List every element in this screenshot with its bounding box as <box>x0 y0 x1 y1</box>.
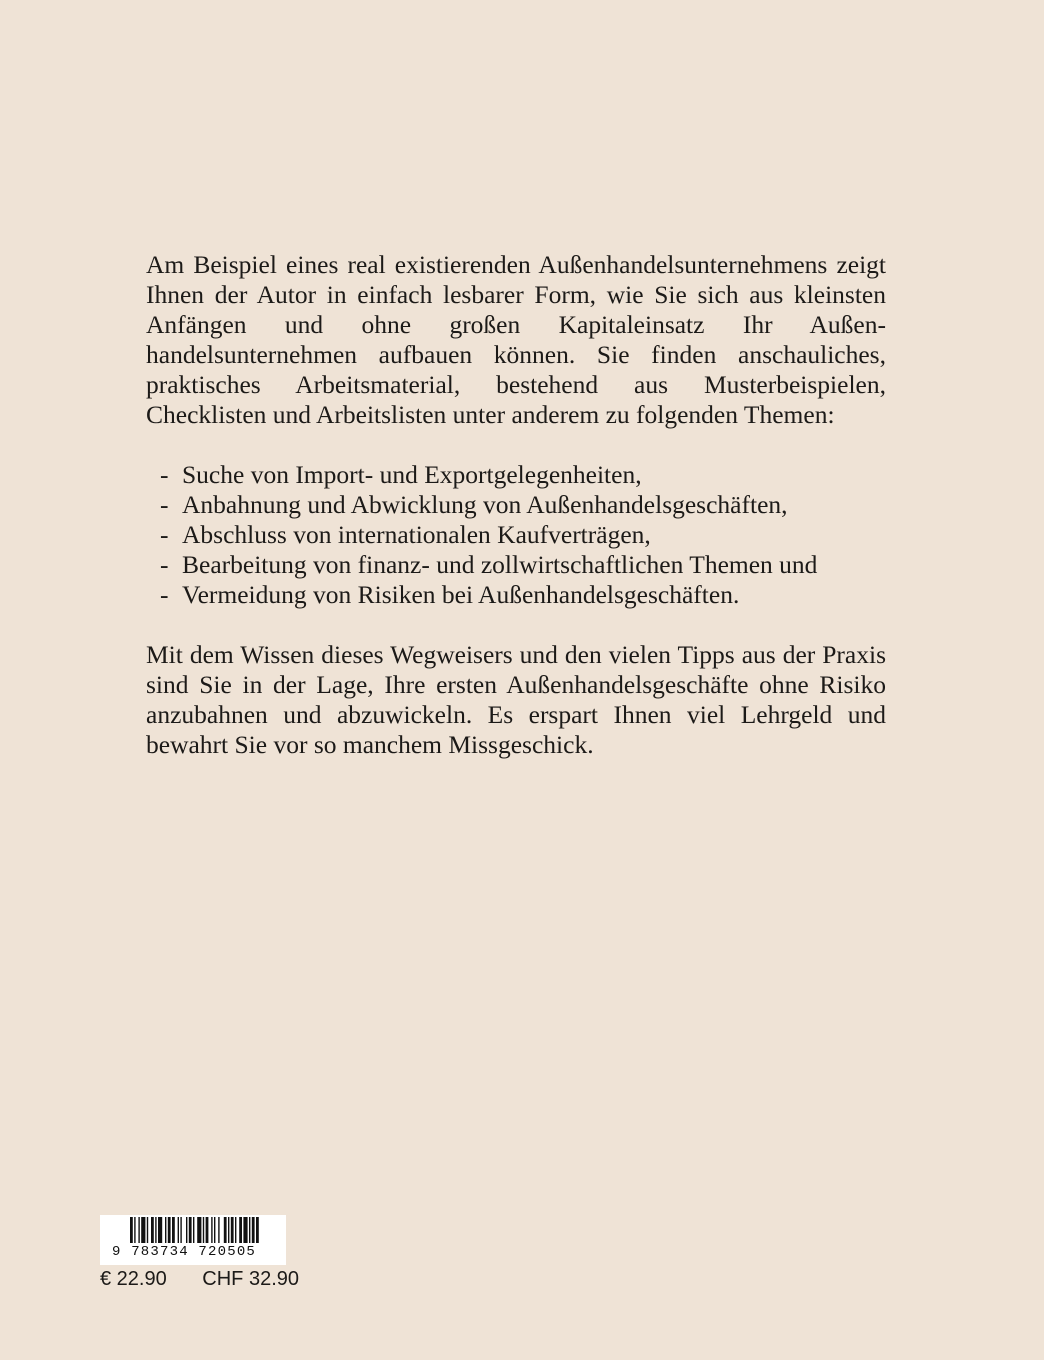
topic-list <box>146 460 886 610</box>
list-dash: - <box>160 520 169 549</box>
barcode-bars-icon <box>100 1215 286 1245</box>
barcode-bar <box>243 1217 247 1243</box>
barcode-bar <box>147 1217 148 1243</box>
barcode-bar <box>186 1217 187 1243</box>
blurb-text <box>146 250 886 760</box>
barcode-bar <box>239 1217 242 1243</box>
barcode-bar <box>189 1217 192 1243</box>
list-item <box>146 460 886 490</box>
list-item-text: Vermeidung von Risiken bei Außenhandelsgeschäften. <box>182 580 740 609</box>
barcode-bar <box>141 1217 145 1243</box>
list-dash: - <box>160 490 169 519</box>
barcode-bar <box>249 1217 250 1243</box>
price-row <box>100 1268 299 1291</box>
barcode-bar <box>138 1217 139 1243</box>
barcode-bar <box>206 1217 209 1243</box>
barcode-bar <box>158 1217 162 1243</box>
list-dash: - <box>160 460 169 489</box>
barcode-bar <box>214 1217 215 1243</box>
barcode-bar <box>155 1217 156 1243</box>
barcode-number: 9 783734 720505 <box>112 1244 257 1260</box>
barcode-bar <box>193 1217 194 1243</box>
list-item-text: Bearbeitung von finanz- und zollwirtschaftlichen Themen und <box>182 550 818 579</box>
list-dash: - <box>160 550 169 579</box>
list-item <box>146 550 886 580</box>
barcode-bar <box>224 1217 227 1243</box>
price-chf: CHF 32.90 <box>202 1268 300 1290</box>
barcode-bar <box>252 1217 255 1243</box>
barcode-bar <box>168 1217 171 1243</box>
barcode-bar <box>235 1217 236 1243</box>
barcode-bar <box>231 1217 234 1243</box>
barcode-bar <box>228 1217 229 1243</box>
barcode-bar <box>165 1217 166 1243</box>
list-dash: - <box>160 580 169 609</box>
barcode-bar <box>178 1217 179 1243</box>
barcode-bar <box>203 1217 204 1243</box>
intro-paragraph: Am Beispiel eines real existierenden Außenhandelsunternehmens zeigt Ihnen der Autor in einfach lesbarer Form, wie Sie sich aus kleinsten Anfängen und ohne großen Kapitaleinsatz Ihr Außenhandelsunternehmen aufbauen können. Sie finden anschauliches, praktisches Arbeitsmaterial, bestehend aus Musterbeispielen, Checklisten und Arbeitslisten unter anderem zu folgenden Themen: <box>146 250 886 429</box>
price-eur: € 22.90 <box>100 1268 167 1290</box>
isbn-barcode <box>100 1215 286 1265</box>
list-item-text: Suche von Import- und Exportgelegenheiten, <box>182 460 642 489</box>
barcode-bar <box>256 1217 259 1243</box>
closing-paragraph: Mit dem Wissen dieses Wegweisers und den vielen Tipps aus der Praxis sind Sie in der Lage, Ihre ersten Außenhandelsgeschäfte ohne Risiko anzubahnen und abzuwickeln. Es erspart Ihnen viel Lehrgeld und bewahrt Sie vor so manchem Missgeschick. <box>146 640 886 759</box>
barcode-bar <box>180 1217 181 1243</box>
barcode-bar <box>151 1217 154 1243</box>
barcode-bar <box>197 1217 201 1243</box>
barcode-bar <box>134 1217 135 1243</box>
list-item <box>146 580 886 610</box>
barcode-bar <box>130 1217 133 1243</box>
list-item <box>146 520 886 550</box>
list-item-text: Anbahnung und Abwicklung von Außenhandelsgeschäften, <box>182 490 788 519</box>
barcode-bar <box>211 1217 212 1243</box>
list-item-text: Abschluss von internationalen Kaufverträgen, <box>182 520 651 549</box>
list-item <box>146 490 886 520</box>
barcode-bar <box>172 1217 175 1243</box>
barcode-bar <box>218 1217 219 1243</box>
